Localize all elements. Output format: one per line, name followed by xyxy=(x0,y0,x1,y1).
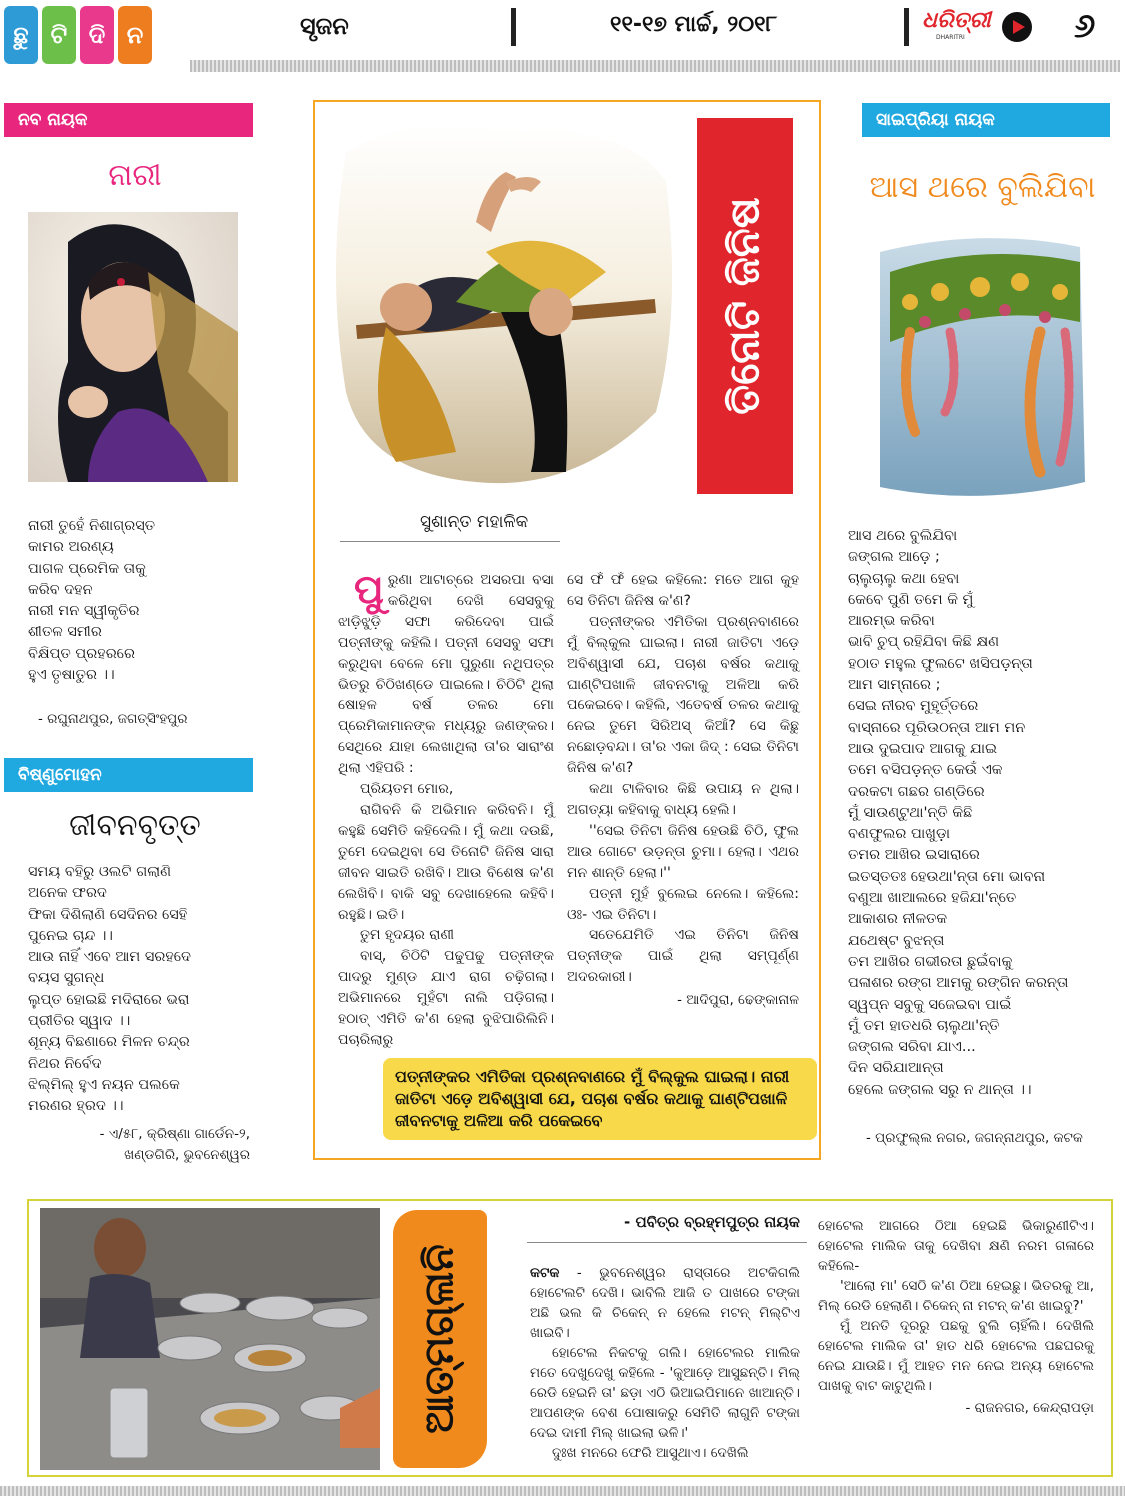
poem-line: ନିଥର ନିର୍ବେଦ xyxy=(28,1055,102,1072)
poem-line: ଆରମ୍ଭ କରିବା xyxy=(848,613,935,630)
poem-line: ପାଗଳ ପ୍ରେମିକ ତାକୁ xyxy=(28,560,146,577)
poem-line: ଝିଲ୍‌ମିଲ୍ ହୁଏ ନୟନ ପଲକେ xyxy=(28,1076,180,1093)
poem-line: ଫିକା ଦିଶିଲାଣି ସେଦିନର ସେହି xyxy=(28,906,188,923)
bottom-title-box xyxy=(393,1210,487,1468)
pull-quote xyxy=(383,1058,817,1140)
poem2-author-tag: ବିଷ୍ଣୁମୋହନ xyxy=(4,758,253,792)
bottom-story-photo xyxy=(40,1208,380,1470)
poem3-photo xyxy=(870,232,1090,502)
story-title: ତିନୋଟି ଜିନିଷ xyxy=(720,197,770,415)
story-paragraph: ରାଗିବନି କି ଅଭିମାନ କରିବନି। ମୁଁ କହୁଛି ସେମିତି କହିଦେଲି। ମୁଁ କଥା ଦଉଛି, ତୁମେ ଦେଇଥିବା ସେ ତିନୋଟି ଜିନିଷ ସାରା ଜୀବନ ସାଇତି ରଖିବି। ଆଉ ବିଶେଷ କ'ଣ ଲେଖିବି। ବାକି ସବୁ ଦେଖାହେଲେ କହିବି। ରହୁଛି। ଇତି। xyxy=(338,801,554,923)
pull-quote-text: ପତ୍ନୀଙ୍କର ଏମିତିକା ପ୍ରଶ୍ନବାଣରେ ମୁଁ ବିଲ୍‌କୁଲ ଘାଇଲା। ନାରୀ ଜାତିଟା ଏଡ଼େ ଅବିଶ୍ୱାସୀ ଯେ, ପଚାଶ ବର୍ଷର କଥାକୁ ଘାଣ୍ଟିପଖାଳି ଜୀବନଟାକୁ ଅଳିଆ କରି ପକେଇବେ xyxy=(395,1067,790,1130)
header-rule xyxy=(190,60,1120,72)
poem-line: ଇତସ୍ତତଃ ହେଉଥା'ନ୍ତା ମୋ ଭାବନା xyxy=(848,868,1046,885)
story-paragraph xyxy=(338,567,554,779)
poem-line: ଚାଲୁଚାଲୁ କଥା ହେବା xyxy=(848,570,960,587)
story-paragraph: ମୁଁ ଅନତି ଦୂରରୁ ପଛକୁ ବୁଲି ଚାହିଁଲି। ଦେଖିଲି ହୋଟେଲ ମାଲିକ ତା' ହାତ ଧରି ହୋଟେଲ ପଛଘରକୁ ନେଇ ଯାଉଛି। ମୁଁ ଆହତ ମନ ନେଇ ଅନ୍ୟ ହୋଟେଲ ପାଖକୁ ବାଟ କାଟୁଥିଲି। xyxy=(818,1318,1094,1394)
poem-line: କରିବ ଦହନ xyxy=(28,581,93,598)
story-paragraph xyxy=(530,1263,800,1343)
story-paragraph: ସେ ଫଁ ଫଁ ହେଇ କହିଲେ: ମତେ ଆଗ କୁହ ସେ ତିନିଟା ଜିନିଷ କ'ଣ? xyxy=(567,572,799,609)
story-column-1 xyxy=(338,567,554,1051)
story-paragraph: ''ସେଇ ତିନିଟା ଜିନିଷ ହେଉଛି ଚିଠି, ଫୁଲ ଆଉ ଗୋଟେ ଉଡ଼ନ୍ତା ଚୁମା। ହେଲା। ଏଥର ମନ ଶାନ୍ତି ହେଲା।'' xyxy=(567,822,799,881)
poem-line: ଭାବି ଚୁପ୍ ରହିଯିବା କିଛି କ୍ଷଣ xyxy=(848,634,1000,651)
poem-line: ତମ ଆଖିର ଗଭୀରତା ଛୁଇଁବାକୁ xyxy=(848,953,1013,970)
poem-line: ଜଙ୍ଗଲ ଆଡ଼େ ; xyxy=(848,549,940,566)
poem2-body xyxy=(28,862,191,1118)
logo-block-2: ଟି xyxy=(42,6,76,64)
poem-line: ସେଇ ନୀରବ ମୁହୂର୍ତ୍ତରେ xyxy=(848,698,979,715)
masthead-divider xyxy=(511,8,516,46)
bottom-story-title: ଆତ୍ମଗ୍ଳାନି xyxy=(417,1244,463,1434)
poem-line: ତମର ଆଖିର ଇସାରାରେ xyxy=(848,847,980,864)
story-author: ସୁଶାନ୍ତ ମହାଳିକ xyxy=(420,512,529,532)
poem1-credit: - ରଘୁନାଥପୁର, ଜଗତ୍‌ସିଂହପୁର xyxy=(38,711,188,727)
poem-line: ଶୂନ୍ୟ ବିଛଣାରେ ମିଳନ ଚନ୍ଦ୍ର xyxy=(28,1034,190,1051)
poem-line: ଦିନ ସରିଯାଆନ୍ତା xyxy=(848,1060,944,1077)
poem1-body xyxy=(28,516,155,686)
poem-line: ଶୀତଳ ସମୀର xyxy=(28,624,102,641)
dateline: କଟକ xyxy=(530,1265,560,1281)
section-name: ସୃଜନ xyxy=(300,12,349,40)
poem-line: ଆସ ଥରେ ବୁଲିଯିବା xyxy=(848,528,958,544)
poem1-photo xyxy=(28,212,238,482)
masthead-divider xyxy=(904,8,909,46)
bottom-author-rule xyxy=(527,1242,807,1243)
story-paragraph: କଥା ଟାଳିବାର କିଛି ଉପାୟ ନ ଥିଲା। ଅଗତ୍ୟା କହିବାକୁ ବାଧ୍ୟ ହେଲି। xyxy=(567,781,799,818)
poem1-author-tag: ନବ ନାୟକ xyxy=(4,103,253,137)
poem-line: ମୁଁ ତମ ହାତଧରି ଚାଲୁଥା'ନ୍ତି xyxy=(848,1017,1000,1034)
poem-line: ଆକାଶର ନୀଳତକ xyxy=(848,911,948,928)
poem-line: ମରଣର ହ୍ରଦ ।। xyxy=(28,1098,124,1115)
poem-line: ଆଉ ନାହିଁ ଏବେ ଆମ ସରହଦେ xyxy=(28,949,192,966)
poem3-title: ଆସ ଥରେ ବୁଲିଯିବା xyxy=(869,170,1096,205)
poem3-body xyxy=(848,526,1068,1101)
poem1-title: ନାରୀ xyxy=(108,158,162,193)
story-column-2 xyxy=(567,570,799,1011)
poem-line: ସ୍ୱପ୍ନ ସବୁକୁ ସଜେଇବା ପାଇଁ xyxy=(848,996,1012,1013)
bottom-story-author: - ପବିତ୍ର ବ୍ରହ୍ମପୁତ୍ର ନାୟକ xyxy=(624,1213,800,1231)
story-paragraph: ପ୍ରିୟତମ ମୋର, xyxy=(360,781,454,798)
poem3-credit: - ପ୍ରଫୁଲ୍ଲ ନଗର, ଜଗନ୍ନାଥପୁର, କଟକ xyxy=(866,1130,1083,1146)
story-paragraph: ହୋଟେଲ ଆଗରେ ଠିଆ ହେଇଛି ଭିକାରୁଣୀଟିଏ। ହୋଟେଲ ମାଲିକ ତାକୁ ଦେଖିବା କ୍ଷଣି ନରମ ଗଳାରେ କହିଲେ- xyxy=(818,1218,1094,1274)
poem-line: ନାରୀ ମନ ସ୍ୱୀକୃତିର xyxy=(28,603,140,620)
poem-line: ବିକ୍ଷିପ୍ତ ପ୍ରହରରେ xyxy=(28,645,135,662)
poem-line: ପଳାଶର ରଙ୍ଗ ଆମକୁ ରଙ୍ଗିନ କରନ୍ତା xyxy=(848,975,1069,992)
poem-line: ପୁନେଇ ଚାନ୍ଦ ।। xyxy=(28,927,113,944)
poem-line: ଦରକଟା ଗଛର ଗଣ୍ଡିରେ xyxy=(848,783,985,800)
poem-line: ଯଥେଷ୍ଟ ବୁଝନ୍ତା xyxy=(848,932,945,949)
play-icon xyxy=(1002,12,1032,42)
credit-line: - ଏ/୫୮, କ୍ରିଷ୍ଣା ଗାର୍ଡେନ-୨, xyxy=(99,1126,250,1142)
poem2-title: ଜୀବନବୃତ୍ତ xyxy=(69,808,201,843)
center-story-photo xyxy=(326,112,682,492)
poem-line: କାମର ଅରଣ୍ୟ xyxy=(28,539,114,556)
story-credit: - ରାଜନଗର, କେନ୍ଦ୍ରାପଡ଼ା xyxy=(965,1400,1094,1416)
story-title-box xyxy=(697,118,793,494)
story-paragraph: ତୁମ ହୃଦୟର ରାଣୀ xyxy=(360,927,455,944)
poem-line: ଅନେକ ଫରଦ xyxy=(28,885,107,902)
poem-line: ଲୁପ୍ତ ହୋଇଛି ମଦିରାରେ ଭରା xyxy=(28,991,190,1008)
issue-date: ୧୧-୧୭ ମାର୍ଚ୍ଚ, ୨୦୧୮ xyxy=(610,12,778,37)
poem-line: ହଠାତ ମହୁଲ ଫୁଲଟେ ଖସିପଡ଼ନ୍ତା xyxy=(848,655,1033,672)
poem-line: ବୟସ ସୁଗନ୍ଧ xyxy=(28,970,105,987)
story-paragraph: 'ଆଲୋ ମା' ସେଠି କ'ଣ ଠିଆ ହେଇଛୁ। ଭିତରକୁ ଆ, ମିଲ୍ ରେଡି ହେଲାଣି। ଚିକେନ୍ ନା ମଟନ୍ କ'ଣ ଖାଇବୁ?' xyxy=(818,1278,1094,1314)
poem-line: ବଣଫୁଲର ପାଖୁଡ଼ା xyxy=(848,826,951,843)
paragraph-text: - ଭୁବନେଶ୍ୱର ରାସ୍ତାରେ ଅଟକିଗଲି ହୋଟେଲଟି ଦେଖି। ଭାବିଲି ଆଜି ତ ପାଖରେ ଟଙ୍କା ଅଛି ଭଲ କି ଚିକେନ୍ ନ ହେଲେ ମଟନ୍ ମିଲ୍‌ଟିଏ ଖାଇବି। xyxy=(530,1265,800,1341)
drop-cap: ପୁ xyxy=(354,567,384,613)
poem-line: କେବେ ପୁଣି ତମେ କି ମୁଁ xyxy=(848,591,974,608)
poem-line: ସମୟ ବହିରୁ ଓଲଟି ଗଲାଣି xyxy=(28,864,172,880)
poem-line: ଆଉ ଦୁଇପାଦ ଆଗକୁ ଯାଇ xyxy=(848,740,998,757)
paragraph-text: ରୁଣା ଆଟାଚ୍ରେ ଅସରପା ବସା କରିଥିବା ଦେଖି ସେସବୁକୁ ଝାଡ଼ିଝୁଡ଼ି ସଫା କରିଦେବା ପାଇଁ ପତ୍ନୀଙ୍କୁ କହିଲି। ପତ୍ନୀ ସେସବୁ ସଫା କରୁଥିବା ବେଳେ ମୋ ପୁରୁଣା ନଥିପତ୍ର ଭିତରୁ ଚିଠିଖଣ୍ଡେ ପାଇଲେ। ଚିଠିଟି ଥିଲା ଷୋହଳ ବର୍ଷ ତଳର ମୋ ପ୍ରେମିକାମାନଙ୍କ ମଧ୍ୟରୁ ଜଣଙ୍କର। ସେଥିରେ ଯାହା ଲେଖାଥିଲା ତା'ର ସାରାଂଶ ଥିଲା ଏହିପରି : xyxy=(338,572,554,777)
brand-logo: ଧରିତ୍ରୀ DHARITRI xyxy=(922,8,991,41)
bottom-story-column-2 xyxy=(818,1216,1094,1418)
logo-block-4: ନ xyxy=(118,6,152,64)
bottom-story-column-1 xyxy=(530,1263,800,1463)
story-paragraph: ପତ୍ନୀଙ୍କର ଏମିତିକା ପ୍ରଶ୍ନବାଣରେ ମୁଁ ବିଲ୍‌କୁଲ ଘାଇଲା। ନାରୀ ଜାତିଟା ଏଡ଼େ ଅବିଶ୍ୱାସୀ ଯେ, ପଚାଶ ବର୍ଷର କଥାକୁ ଘାଣ୍ଟିପଖାଳି ଜୀବନଟାକୁ ଅଳିଆ କରି ପକେଇବେ। କହିଲି, ଏତେବର୍ଷ ତଳର କଥାକୁ ନେଇ ତୁମେ ସିରିଅସ୍ କିଆଁ? ସେ କିଛୁ ନଛୋଡ଼ବନ୍ଦା। ତା'ର ଏକା ଜିଦ୍ : ସେଇ ତିନିଟା ଜିନିଷ କ'ଣ? xyxy=(567,613,799,777)
logo-block-1: ଛୁ xyxy=(4,6,38,64)
credit-line: ଖଣ୍ଡଗିରି, ଭୁବନେଶ୍ୱର xyxy=(124,1147,250,1163)
story-credit: - ଆଦିପୁରା, ଢେଙ୍କାନାଳ xyxy=(677,992,799,1009)
story-paragraph: ପତ୍ନୀ ମୁହଁ ବୁଲେଇ ନେଲେ। କହିଲେ: ଓଃ- ଏଇ ତିନିଟା। xyxy=(567,885,799,923)
poem-line: ଜଙ୍ଗଲ ସରିବା ଯାଏ... xyxy=(848,1039,976,1056)
poem2-credit xyxy=(88,1124,250,1166)
poem-line: ହୁଏ ତୃଷାତୁର ।। xyxy=(28,667,115,684)
poem-line: ପ୍ରୀତିର ସ୍ୱାଦ ।। xyxy=(28,1013,131,1030)
story-paragraph: ବାସ୍, ଚିଠିଟି ପଢୁପଢୁ ପତ୍ନୀଙ୍କ ପାଦରୁ ମୁଣ୍ଡ ଯାଏ ରାଗ ଚଢ଼ିଗଲା। ଅଭିମାନରେ ମୁହଁଟା ନାଲି ପଡ଼ିଗଲା। ହଠାତ୍ ଏମିତି କ'ଣ ହେଲା ବୁଝିପାରିଲିନି। ପଚାରିଲାରୁ xyxy=(338,948,554,1048)
footer-rule xyxy=(0,1486,1125,1496)
story-paragraph: ହୋଟେଲ ନିକଟକୁ ଗଲି। ହୋଟେଲର ମାଲିକ ମତେ ଦେଖୁଦେଖୁ କହିଲେ - 'କୁଆଡ଼େ ଆସୁଛନ୍ତି। ମିଲ୍ ରେଡି ହେଇନି ତା' ଛଡ଼ା ଏଠି ଭିଆଇପିମାନେ ଖାଆନ୍ତି। ଆପଣଙ୍କ ବେଶ ପୋଷାକରୁ ସେମିତି ଲାଗୁନି ଟଙ୍କା ଦେଇ ଦାମୀ ମିଲ୍ ଖାଇଲା ଭଳି।' xyxy=(530,1345,800,1441)
author-rule xyxy=(340,541,560,542)
poem-line: ଆମ ସାମ୍ନାରେ ; xyxy=(848,677,941,694)
poem3-author-tag: ସାଇପ୍ରିୟା ନାୟକ xyxy=(862,103,1110,137)
poem-line: ବଣୁଆ ଖାଆଲରେ ହଜିଯା'ନ୍ତେ xyxy=(848,890,1017,907)
story-paragraph: ଦୁଃଖ ମନରେ ଫେରି ଆସୁଥାଏ। ଦେଖିଲି xyxy=(552,1445,749,1461)
poem-line: ନାରୀ ତୁହେଁ ନିଶାଗ୍ରସ୍ତ xyxy=(28,518,156,534)
poem-line: ହେଲେ ଜଙ୍ଗଲ ସରୁ ନ ଥାନ୍ତା ।। xyxy=(848,1081,1032,1098)
logo-block-3: ଦି xyxy=(80,6,114,64)
story-paragraph: ସତେଯେମିତି ଏଇ ତିନିଟା ଜିନିଷ ପତ୍ନୀଙ୍କ ପାଇଁ ଥିଲା ସମ୍ପୂର୍ଣ୍ଣ ଅଦରକାରୀ। xyxy=(567,927,799,986)
page-number: ୬ xyxy=(1074,6,1096,46)
poem-line: ବାସ୍ନାରେ ପୂରିଉଠନ୍ତା ଆମ ମନ xyxy=(848,719,1026,736)
poem-line: ମୁଁ ସାଉଣ୍ଟୁଥା'ନ୍ତି କିଛି xyxy=(848,804,973,821)
poem-line: ତମେ ବସିପଡ଼ନ୍ତ କେଉଁ ଏକ xyxy=(848,762,1003,779)
